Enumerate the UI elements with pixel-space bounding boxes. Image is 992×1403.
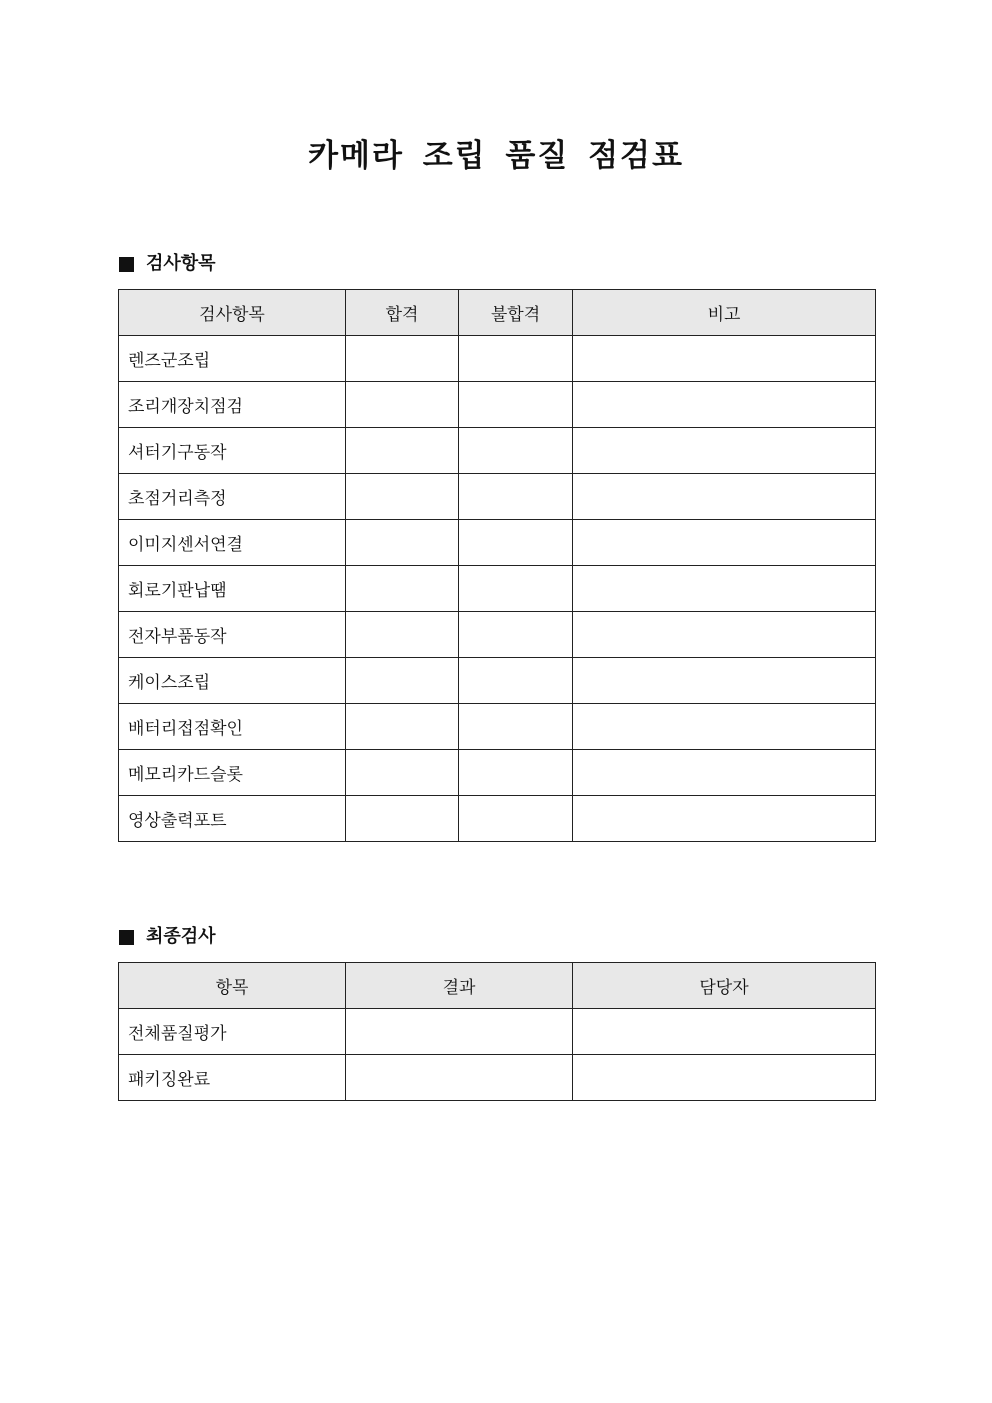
pass-cell[interactable] [346, 704, 459, 750]
pass-cell[interactable] [346, 428, 459, 474]
table-row [119, 336, 876, 382]
fail-cell[interactable] [459, 336, 573, 382]
table-row [119, 520, 876, 566]
table-row [119, 1055, 876, 1101]
fail-cell[interactable] [459, 750, 573, 796]
final-table-header-row [119, 963, 876, 1009]
inspection-table-header-row [119, 290, 876, 336]
column-header-pass: 합격 [346, 290, 459, 336]
pass-cell[interactable] [346, 474, 459, 520]
inspection-table [118, 289, 876, 842]
item-label: 이미지센서연결 [119, 520, 346, 566]
item-label: 전체품질평가 [119, 1009, 346, 1055]
table-row [119, 750, 876, 796]
item-label: 영상출력포트 [119, 796, 346, 842]
pass-cell[interactable] [346, 612, 459, 658]
table-row [119, 1009, 876, 1055]
remarks-cell[interactable] [573, 566, 876, 612]
fail-cell[interactable] [459, 704, 573, 750]
item-label: 초점거리측정 [119, 474, 346, 520]
pass-cell[interactable] [346, 336, 459, 382]
table-row [119, 704, 876, 750]
remarks-cell[interactable] [573, 704, 876, 750]
item-label: 렌즈군조립 [119, 336, 346, 382]
result-cell[interactable] [346, 1055, 573, 1101]
remarks-cell[interactable] [573, 520, 876, 566]
table-row [119, 658, 876, 704]
fail-cell[interactable] [459, 474, 573, 520]
remarks-cell[interactable] [573, 658, 876, 704]
fail-cell[interactable] [459, 658, 573, 704]
column-header-item: 항목 [119, 963, 346, 1009]
item-label: 조리개장치점검 [119, 382, 346, 428]
remarks-cell[interactable] [573, 750, 876, 796]
table-row [119, 428, 876, 474]
remarks-cell[interactable] [573, 796, 876, 842]
table-row [119, 566, 876, 612]
column-header-item: 검사항목 [119, 290, 346, 336]
column-header-inspector: 담당자 [573, 963, 876, 1009]
item-label: 패키징완료 [119, 1055, 346, 1101]
square-bullet-icon [119, 930, 134, 945]
remarks-cell[interactable] [573, 382, 876, 428]
inspector-cell[interactable] [573, 1055, 876, 1101]
table-row [119, 612, 876, 658]
pass-cell[interactable] [346, 520, 459, 566]
fail-cell[interactable] [459, 566, 573, 612]
column-header-fail: 불합격 [459, 290, 573, 336]
fail-cell[interactable] [459, 520, 573, 566]
remarks-cell[interactable] [573, 474, 876, 520]
fail-cell[interactable] [459, 796, 573, 842]
fail-cell[interactable] [459, 612, 573, 658]
final-section-heading [119, 925, 216, 949]
inspection-section-heading-label: 검사항목 [146, 253, 216, 274]
table-row [119, 796, 876, 842]
item-label: 배터리접점확인 [119, 704, 346, 750]
pass-cell[interactable] [346, 566, 459, 612]
fail-cell[interactable] [459, 428, 573, 474]
column-header-result: 결과 [346, 963, 573, 1009]
final-inspection-table [118, 962, 876, 1101]
column-header-remarks: 비고 [573, 290, 876, 336]
fail-cell[interactable] [459, 382, 573, 428]
pass-cell[interactable] [346, 796, 459, 842]
pass-cell[interactable] [346, 382, 459, 428]
item-label: 전자부품동작 [119, 612, 346, 658]
result-cell[interactable] [346, 1009, 573, 1055]
remarks-cell[interactable] [573, 336, 876, 382]
remarks-cell[interactable] [573, 428, 876, 474]
square-bullet-icon [119, 257, 134, 272]
item-label: 메모리카드슬롯 [119, 750, 346, 796]
remarks-cell[interactable] [573, 612, 876, 658]
item-label: 회로기판납땜 [119, 566, 346, 612]
inspection-section-heading [119, 252, 216, 276]
pass-cell[interactable] [346, 750, 459, 796]
final-section-heading-label: 최종검사 [146, 926, 216, 947]
table-row [119, 474, 876, 520]
inspector-cell[interactable] [573, 1009, 876, 1055]
table-row [119, 382, 876, 428]
item-label: 셔터기구동작 [119, 428, 346, 474]
pass-cell[interactable] [346, 658, 459, 704]
page-title: 카메라 조립 품질 점검표 [308, 138, 684, 174]
item-label: 케이스조립 [119, 658, 346, 704]
